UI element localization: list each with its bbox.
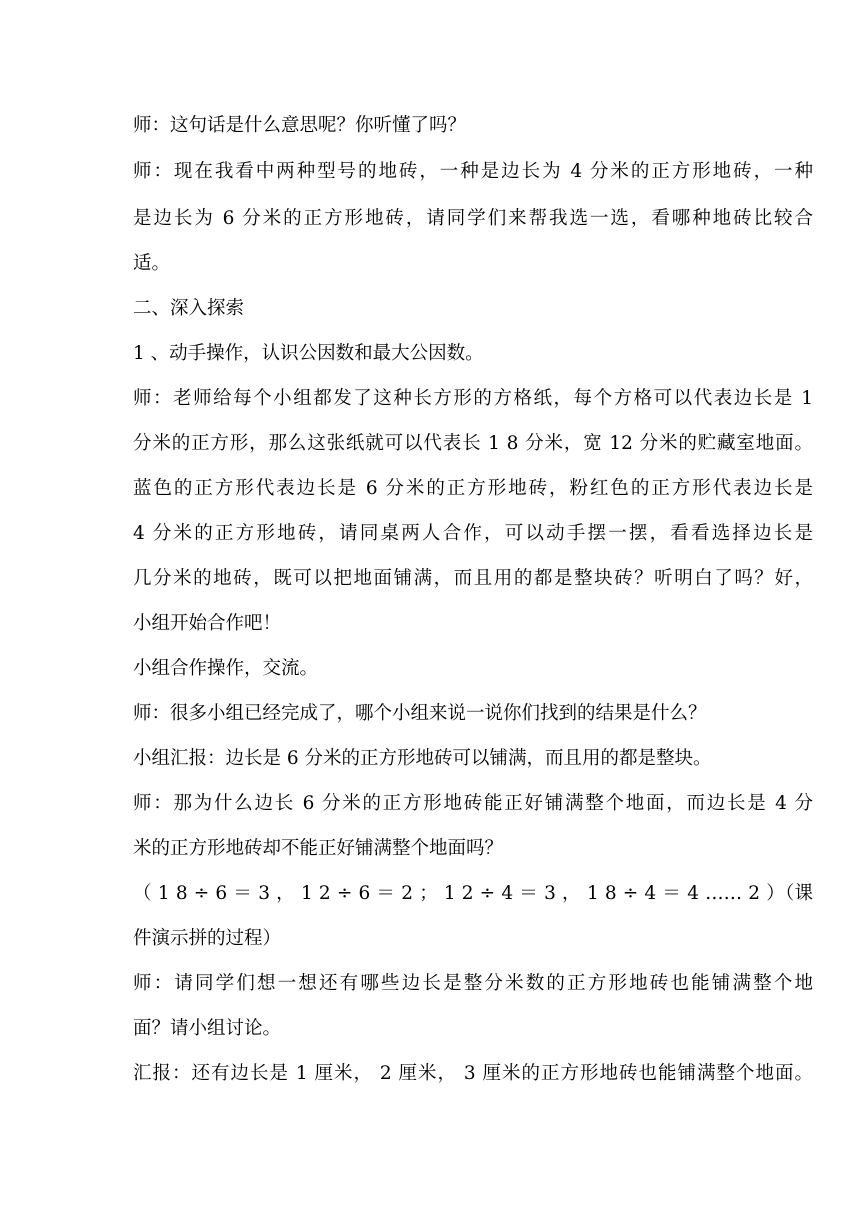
paragraph-line-20: 师：请同学们想一想还有哪些边长是整分米数的正方形地砖也能铺满整个地 xyxy=(133,973,813,994)
paragraph-line-3: 是边长为 6 分米的正方形地砖，请同学们来帮我选一选，看哪种地砖比较合 xyxy=(133,208,813,229)
paragraph-line-2: 师：现在我看中两种型号的地砖，一种是边长为 4 分米的正方形地砖，一种 xyxy=(133,161,813,182)
paragraph-line-8: 分米的正方形，那么这张纸就可以代表长 1 8 分米，宽 12 分米的贮藏室地面。 xyxy=(133,433,813,454)
section-heading-deep-exploration: 二、深入探索 xyxy=(133,298,245,319)
paragraph-line-11: 几分米的地砖，既可以把地面铺满，而且用的都是整块砖？听明白了吗？好， xyxy=(133,568,813,589)
paragraph-line-7: 师：老师给每个小组都发了这种长方形的方格纸，每个方格可以代表边长是 1 xyxy=(133,388,813,409)
paragraph-line-12: 小组开始合作吧！ xyxy=(133,613,282,634)
paragraph-line-10: 4 分米的正方形地砖，请同桌两人合作，可以动手摆一摆，看看选择边长是 xyxy=(133,523,813,544)
subsection-heading-hands-on: 1 、动手操作，认识公因数和最大公因数。 xyxy=(133,343,484,364)
paragraph-line-9: 蓝色的正方形代表边长是 6 分米的正方形地砖，粉红色的正方形代表边长是 xyxy=(133,478,813,499)
paragraph-line-21: 面？请小组讨论。 xyxy=(133,1018,282,1039)
paragraph-line-15: 小组汇报：边长是 6 分米的正方形地砖可以铺满，而且用的都是整块。 xyxy=(133,748,712,769)
paragraph-line-13: 小组合作操作，交流。 xyxy=(133,658,319,679)
paragraph-line-1: 师：这句话是什么意思呢？你听懂了吗？ xyxy=(133,115,467,136)
paragraph-line-14: 师：很多小组已经完成了，哪个小组来说一说你们找到的结果是什么？ xyxy=(133,703,707,724)
paragraph-line-22: 汇报：还有边长是 1 厘米， 2 厘米， 3 厘米的正方形地砖也能铺满整个地面。 xyxy=(133,1063,813,1084)
paragraph-line-4: 适。 xyxy=(133,253,171,274)
paragraph-line-19: 件演示拼的过程） xyxy=(133,928,282,949)
paragraph-line-16: 师：那为什么边长 6 分米的正方形地砖能正好铺满整个地面，而边长是 4 分 xyxy=(133,793,813,814)
paragraph-line-17: 米的正方形地砖却不能正好铺满整个地面吗？ xyxy=(133,838,504,859)
paragraph-line-18-calculation: （ 1 8 ÷ 6 ＝ 3 ， 1 2 ÷ 6 ＝ 2 ； 1 2 ÷ 4 ＝ 3 ， 1 8 ÷ 4 ＝ 4 …… 2 ）（课 xyxy=(133,883,813,904)
